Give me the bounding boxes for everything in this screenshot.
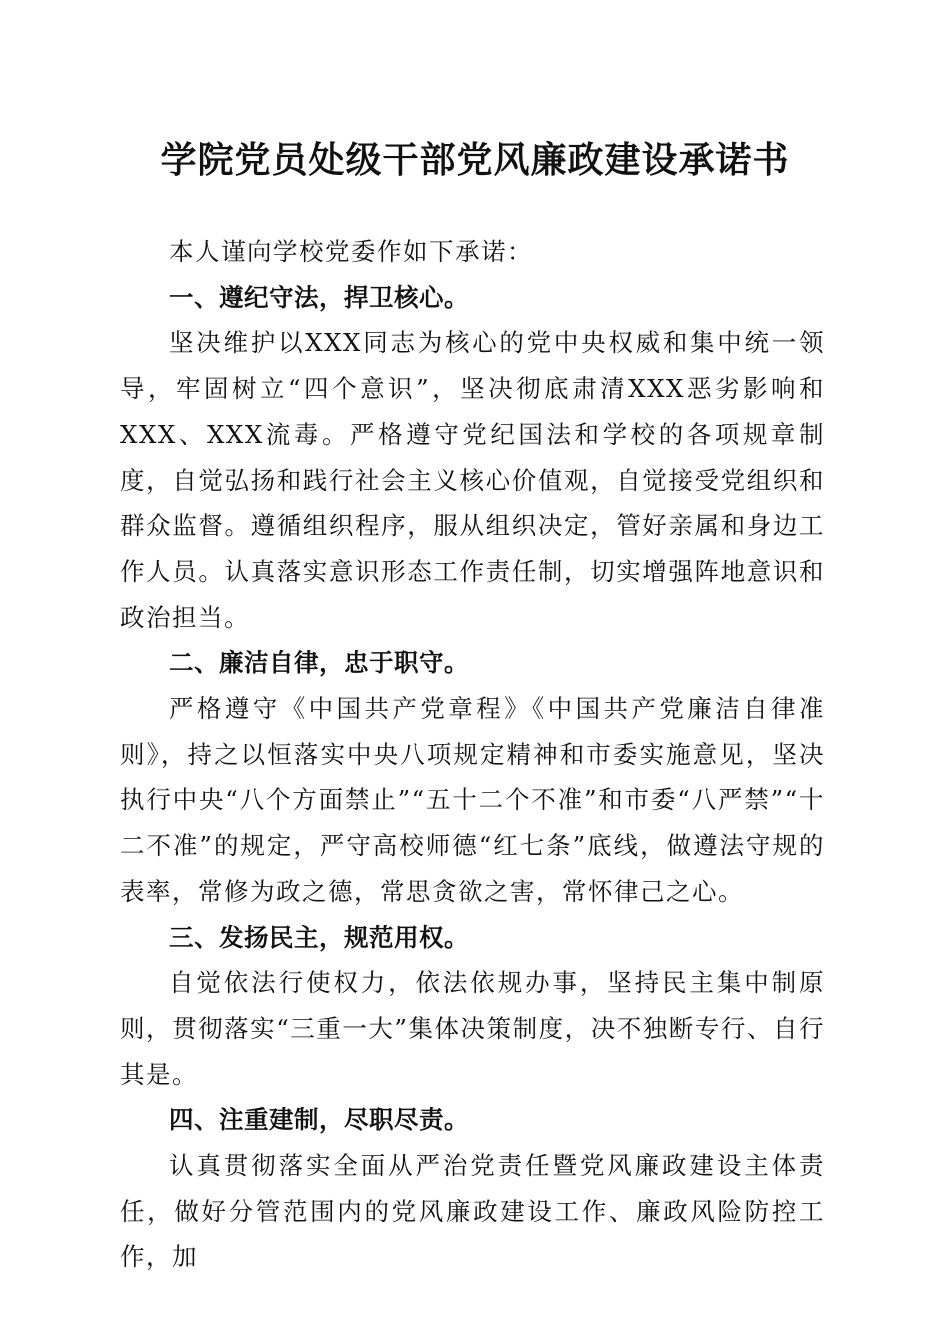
intro-paragraph: 本人谨向学校党委作如下承诺： (169, 237, 533, 266)
section-heading-2: 二、廉洁自律，忠于职守。 (169, 648, 469, 678)
section-body-2: 严格遵守《中国共产党章程》《中国共产党廉洁自律准则》，持之以恒落实中央八项规定精神和市委实施意见，坚决执行中央“八个方面禁止”“五十二个不准”和市委“八严禁”“十二不准”的规定，严守高校师德“红七条”底线，做遵法守规的表率，常修为政之德，常思贪欲之害，常怀律己之心。 (120, 694, 825, 906)
section-heading-4: 四、注重建制，尽职尽责。 (169, 1105, 469, 1135)
section-body-3: 自觉依法行使权力，依法依规办事，坚持民主集中制原则，贯彻落实“三重一大”集体决策制度，决不独断专行、自行其是。 (120, 968, 825, 1089)
section-body-4: 认真贯彻落实全面从严治党责任暨党风廉政建设主体责任，做好分管范围内的党风廉政建设工作、廉政风险防控工作，加 (120, 1151, 825, 1272)
section-heading-3: 三、发扬民主，规范用权。 (169, 922, 469, 952)
document-body (120, 229, 825, 1280)
section-heading-1: 一、遵纪守法，捍卫核心。 (169, 282, 469, 312)
document-title: 学院党员处级干部党风廉政建设承诺书 (160, 139, 790, 181)
section-body-1: 坚决维护以XXX同志为核心的党中央权威和集中统一领导，牢固树立“四个意识”，坚决彻底肃清XXX恶劣影响和XXX、XXX流毒。严格遵守党纪国法和学校的各项规章制度，自觉弘扬和践行社会主义核心价值观，自觉接受党组织和群众监督。遵循组织程序，服从组织决定，管好亲属和身边工作人员。认真落实意识形态工作责任制，切实增强阵地意识和政治担当。 (120, 328, 825, 632)
